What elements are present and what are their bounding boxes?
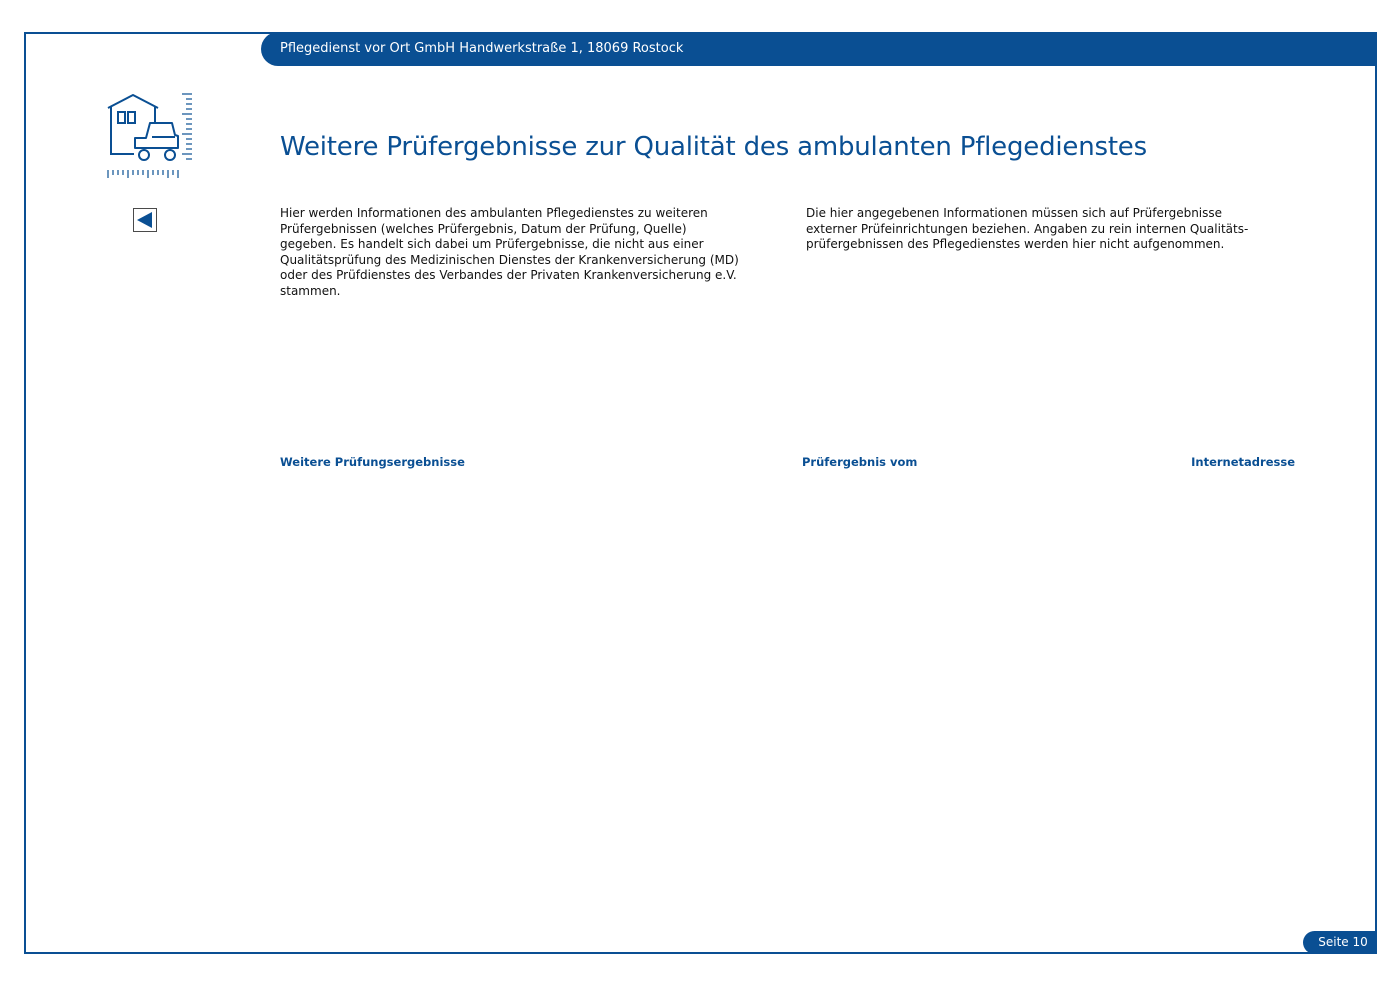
- triangle-left-icon: [134, 209, 156, 231]
- back-button[interactable]: [133, 208, 157, 232]
- column-header-url: Internetadresse: [1191, 455, 1295, 469]
- intro-left-line: Prüfergebnissen (welches Prüfergebnis, Datum der Prüfung, Quelle): [280, 221, 687, 236]
- column-header-date: Prüfergebnis vom: [802, 455, 918, 469]
- page-frame: [24, 32, 1377, 954]
- page-number-badge: Seite 10: [1303, 931, 1377, 954]
- intro-right-line: prüfergebnissen des Pflegedienstes werden hier nicht aufgenommen.: [806, 237, 1225, 251]
- house-with-car-icon: [104, 90, 196, 182]
- intro-left-line: Hier werden Informationen des ambulanten Pflegedienstes zu weiteren: [280, 206, 708, 220]
- intro-text-right: [806, 206, 1296, 253]
- provider-header: [261, 32, 1377, 66]
- intro-left-line: Qualitätsprüfung des Medizinischen Dienstes der Krankenversicherung (MD): [280, 252, 739, 267]
- provider-header-text: Pflegedienst vor Ort GmbH Handwerkstraße 1, 18069 Rostock: [280, 41, 684, 56]
- intro-left-line: gegeben. Es handelt sich dabei um Prüfergebnisse, die nicht aus einer: [280, 237, 704, 251]
- page-title: Weitere Prüfergebnisse zur Qualität des ambulanten Pflegedienstes: [280, 132, 1147, 162]
- intro-left-line: oder des Prüfdienstes des Verbandes der Privaten Krankenversicherung e.V.: [280, 268, 737, 282]
- intro-left-line: stammen.: [280, 283, 341, 298]
- column-header-results: Weitere Prüfungsergebnisse: [280, 455, 465, 469]
- intro-text-left: [280, 206, 780, 299]
- intro-right-line: Die hier angegebenen Informationen müssen sich auf Prüfergebnisse: [806, 206, 1223, 220]
- intro-right-line: externer Prüfeinrichtungen beziehen. Angaben zu rein internen Qualitäts-: [806, 221, 1249, 236]
